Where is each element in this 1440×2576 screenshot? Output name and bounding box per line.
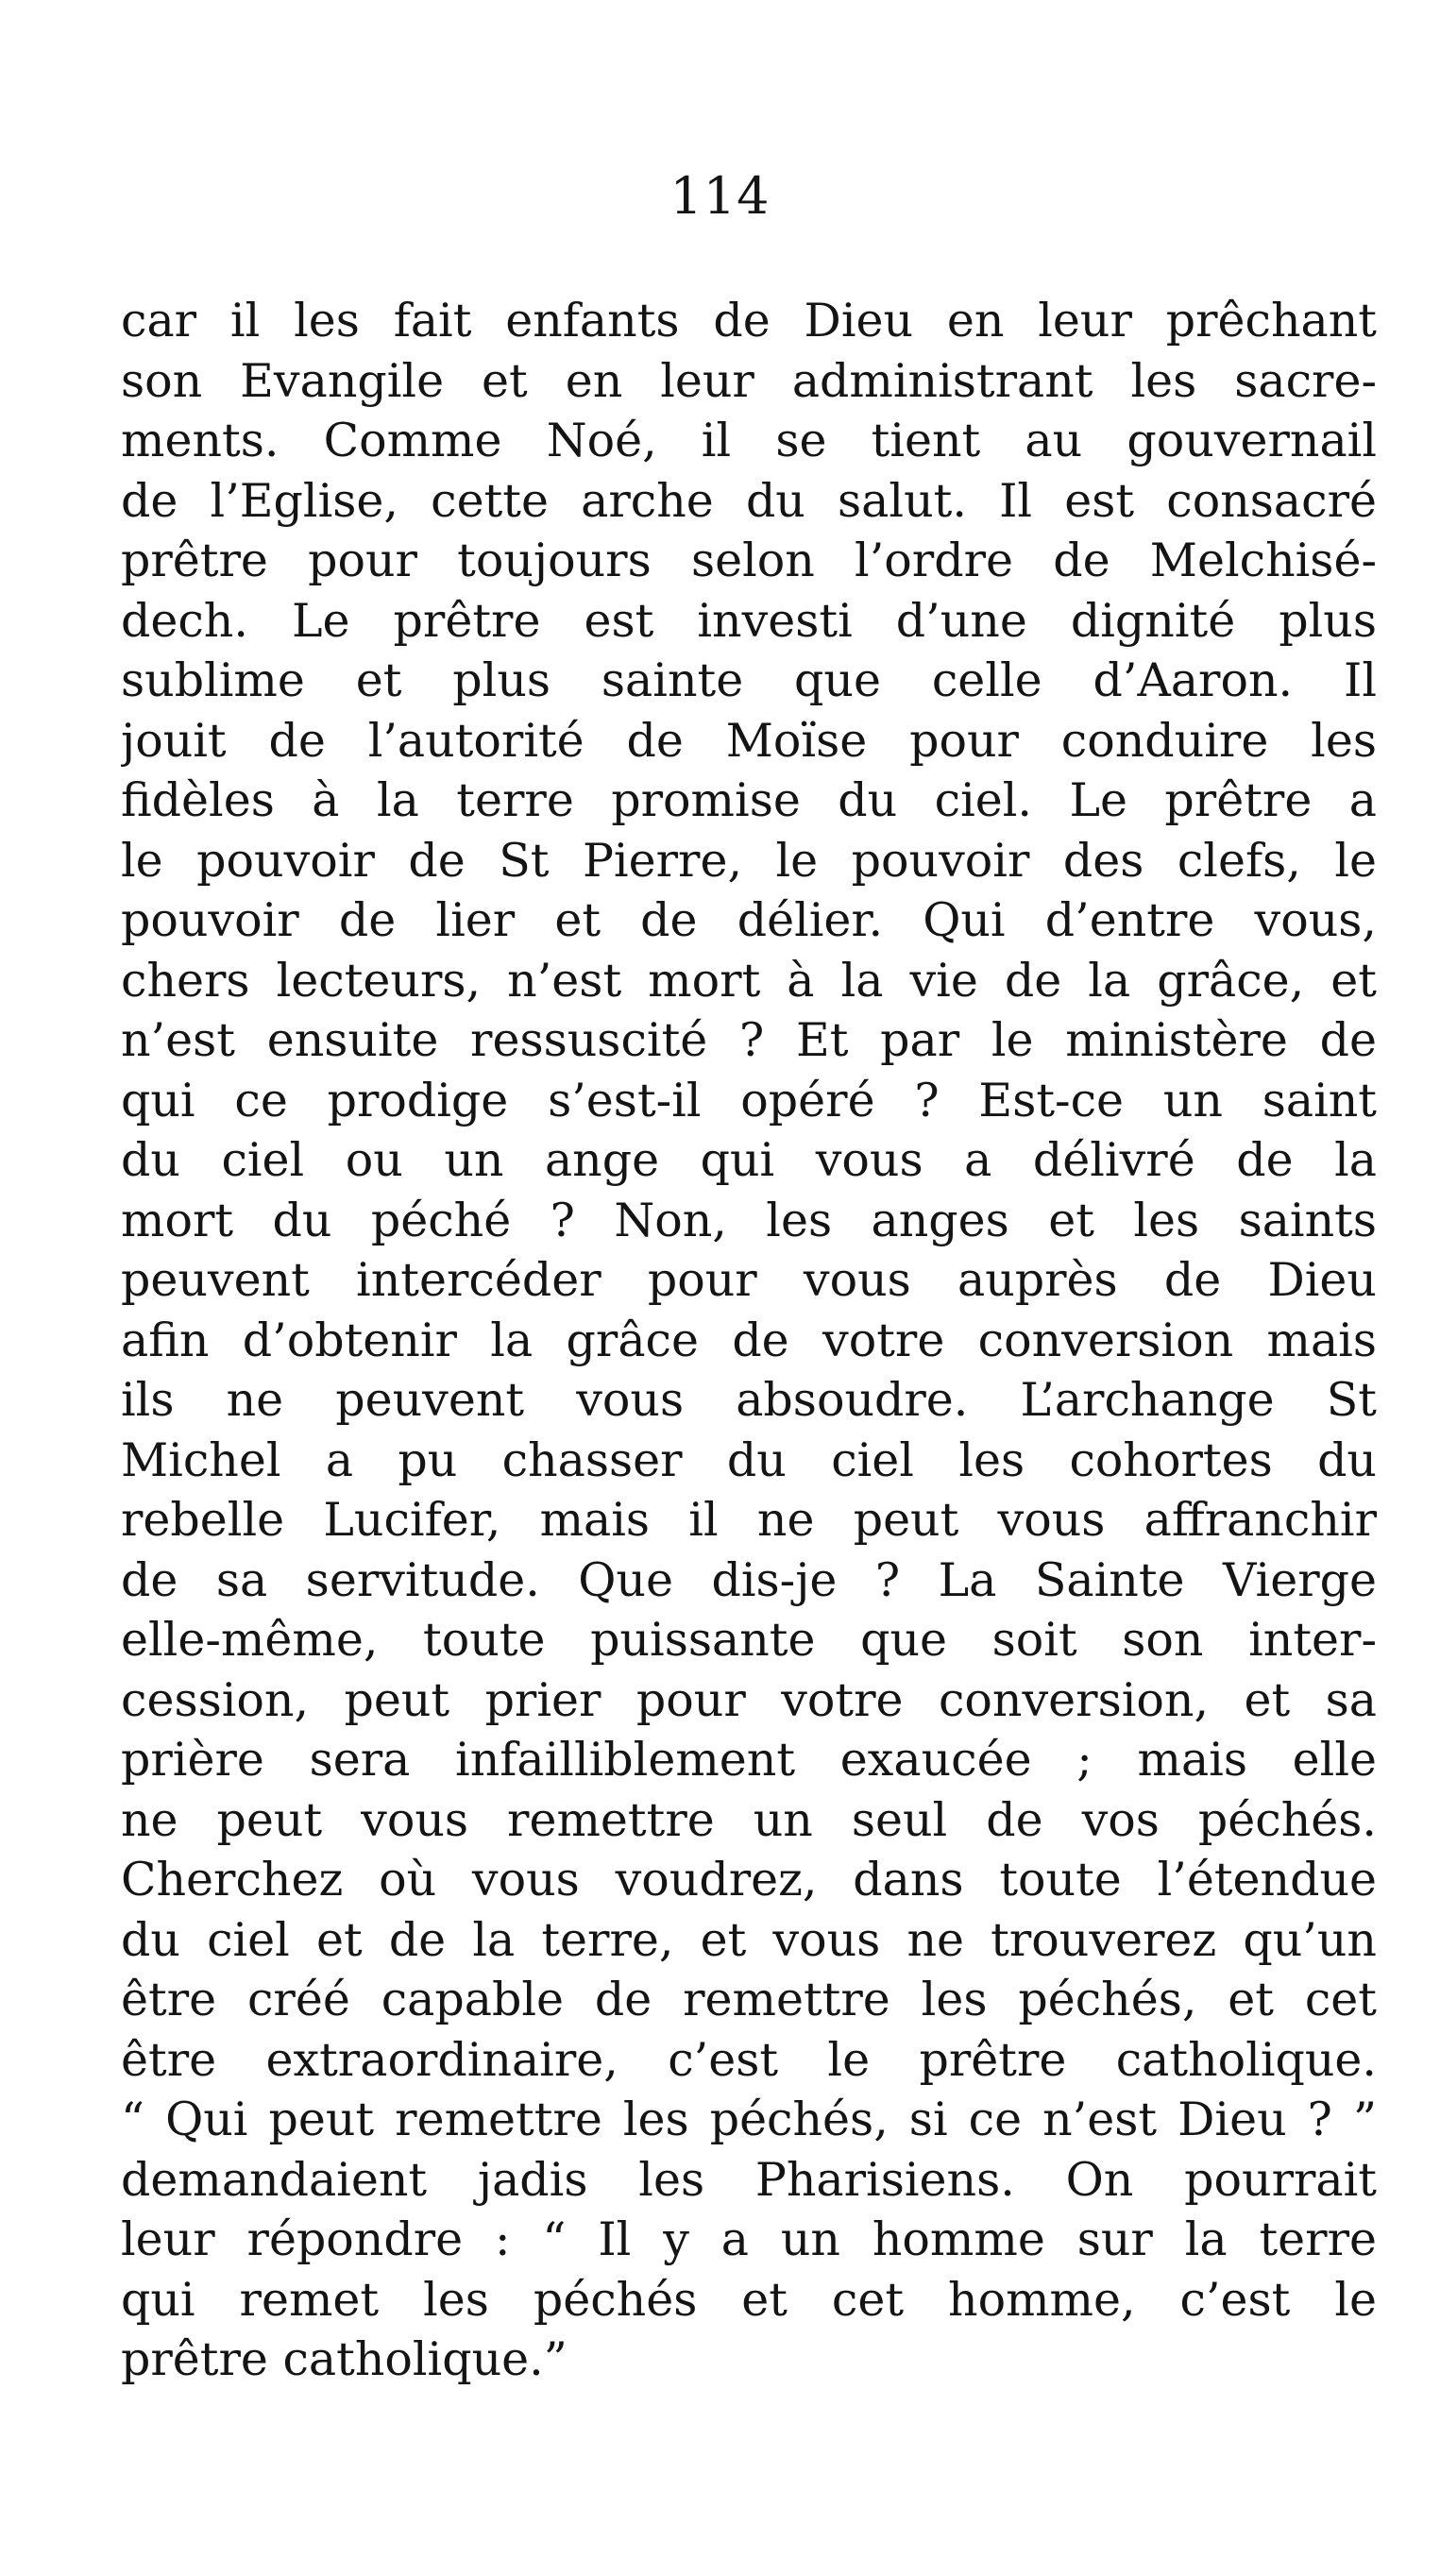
text-line: cession, peut prier pour votre conversion, et sa: [121, 1672, 1377, 1727]
text-line: dech. Le prêtre est investi d’une dignité plus: [121, 593, 1377, 648]
text-line: prêtre catholique.”: [121, 2332, 568, 2386]
text-line: afin d’obtenir la grâce de votre conversion mais: [121, 1313, 1377, 1367]
text-line: n’est ensuite ressuscité ? Et par le ministère de: [121, 1013, 1377, 1067]
text-line: prière sera infailliblement exaucée ; mais elle: [121, 1733, 1377, 1787]
text-line: ments. Comme Noé, il se tient au gouvernail: [121, 414, 1377, 467]
page-number: 114: [669, 166, 771, 226]
text-line: mort du péché ? Non, les anges et les saints: [121, 1193, 1377, 1247]
body-text: [121, 291, 1377, 2390]
text-line: prêtre pour toujours selon l’ordre de Melchisé-: [121, 534, 1377, 587]
text-line: son Evangile et en leur administrant les sacre-: [121, 353, 1377, 408]
text-line: car il les fait enfants de Dieu en leur prêchant: [121, 294, 1377, 347]
text-line: ne peut vous remettre un seul de vos péchés.: [121, 1792, 1377, 1847]
text-line: demandaient jadis les Pharisiens. On pourrait: [121, 2152, 1377, 2207]
text-line: chers lecteurs, n’est mort à la vie de la grâce, et: [121, 953, 1377, 1008]
text-line: être extraordinaire, c’est le prêtre catholique.: [121, 2032, 1377, 2087]
text-line: jouit de l’autorité de Moïse pour conduire les: [121, 713, 1377, 768]
text-line: du ciel et de la terre, et vous ne trouverez qu’un: [121, 1912, 1377, 1967]
text-line: ils ne peuvent vous absoudre. L’archange St: [121, 1373, 1377, 1427]
text-line: Cherchez où vous voudrez, dans toute l’étendue: [121, 1853, 1377, 1907]
text-line: le pouvoir de St Pierre, le pouvoir des clefs, le: [121, 833, 1377, 888]
text-line: de sa servitude. Que dis-je ? La Sainte Vierge: [121, 1552, 1377, 1607]
text-line: de l’Eglise, cette arche du salut. Il est consacré: [121, 473, 1377, 528]
text-line: leur répondre : “ Il y a un homme sur la terre: [121, 2212, 1377, 2266]
text-line: pouvoir de lier et de délier. Qui d’entre vous,: [121, 893, 1377, 947]
text-line: “ Qui peut remettre les péchés, si ce n’est Dieu ? ”: [121, 2093, 1377, 2146]
text-line: peuvent intercéder pour vous auprès de Dieu: [121, 1253, 1377, 1307]
text-line: qui ce prodige s’est-il opéré ? Est-ce un saint: [121, 1073, 1377, 1127]
text-line: être créé capable de remettre les péchés, et cet: [121, 1973, 1377, 2026]
text-line: Michel a pu chasser du ciel les cohortes du: [121, 1432, 1377, 1487]
text-line: du ciel ou un ange qui vous a délivré de la: [121, 1133, 1377, 1187]
text-line: rebelle Lucifer, mais il ne peut vous affranchir: [121, 1493, 1377, 1547]
text-line: sublime et plus sainte que celle d’Aaron. Il: [121, 653, 1377, 707]
text-line: fidèles à la terre promise du ciel. Le prêtre a: [121, 773, 1377, 827]
text-line: elle-même, toute puissante que soit son inter-: [121, 1613, 1377, 1667]
text-line: qui remet les péchés et cet homme, c’est le: [121, 2272, 1377, 2327]
